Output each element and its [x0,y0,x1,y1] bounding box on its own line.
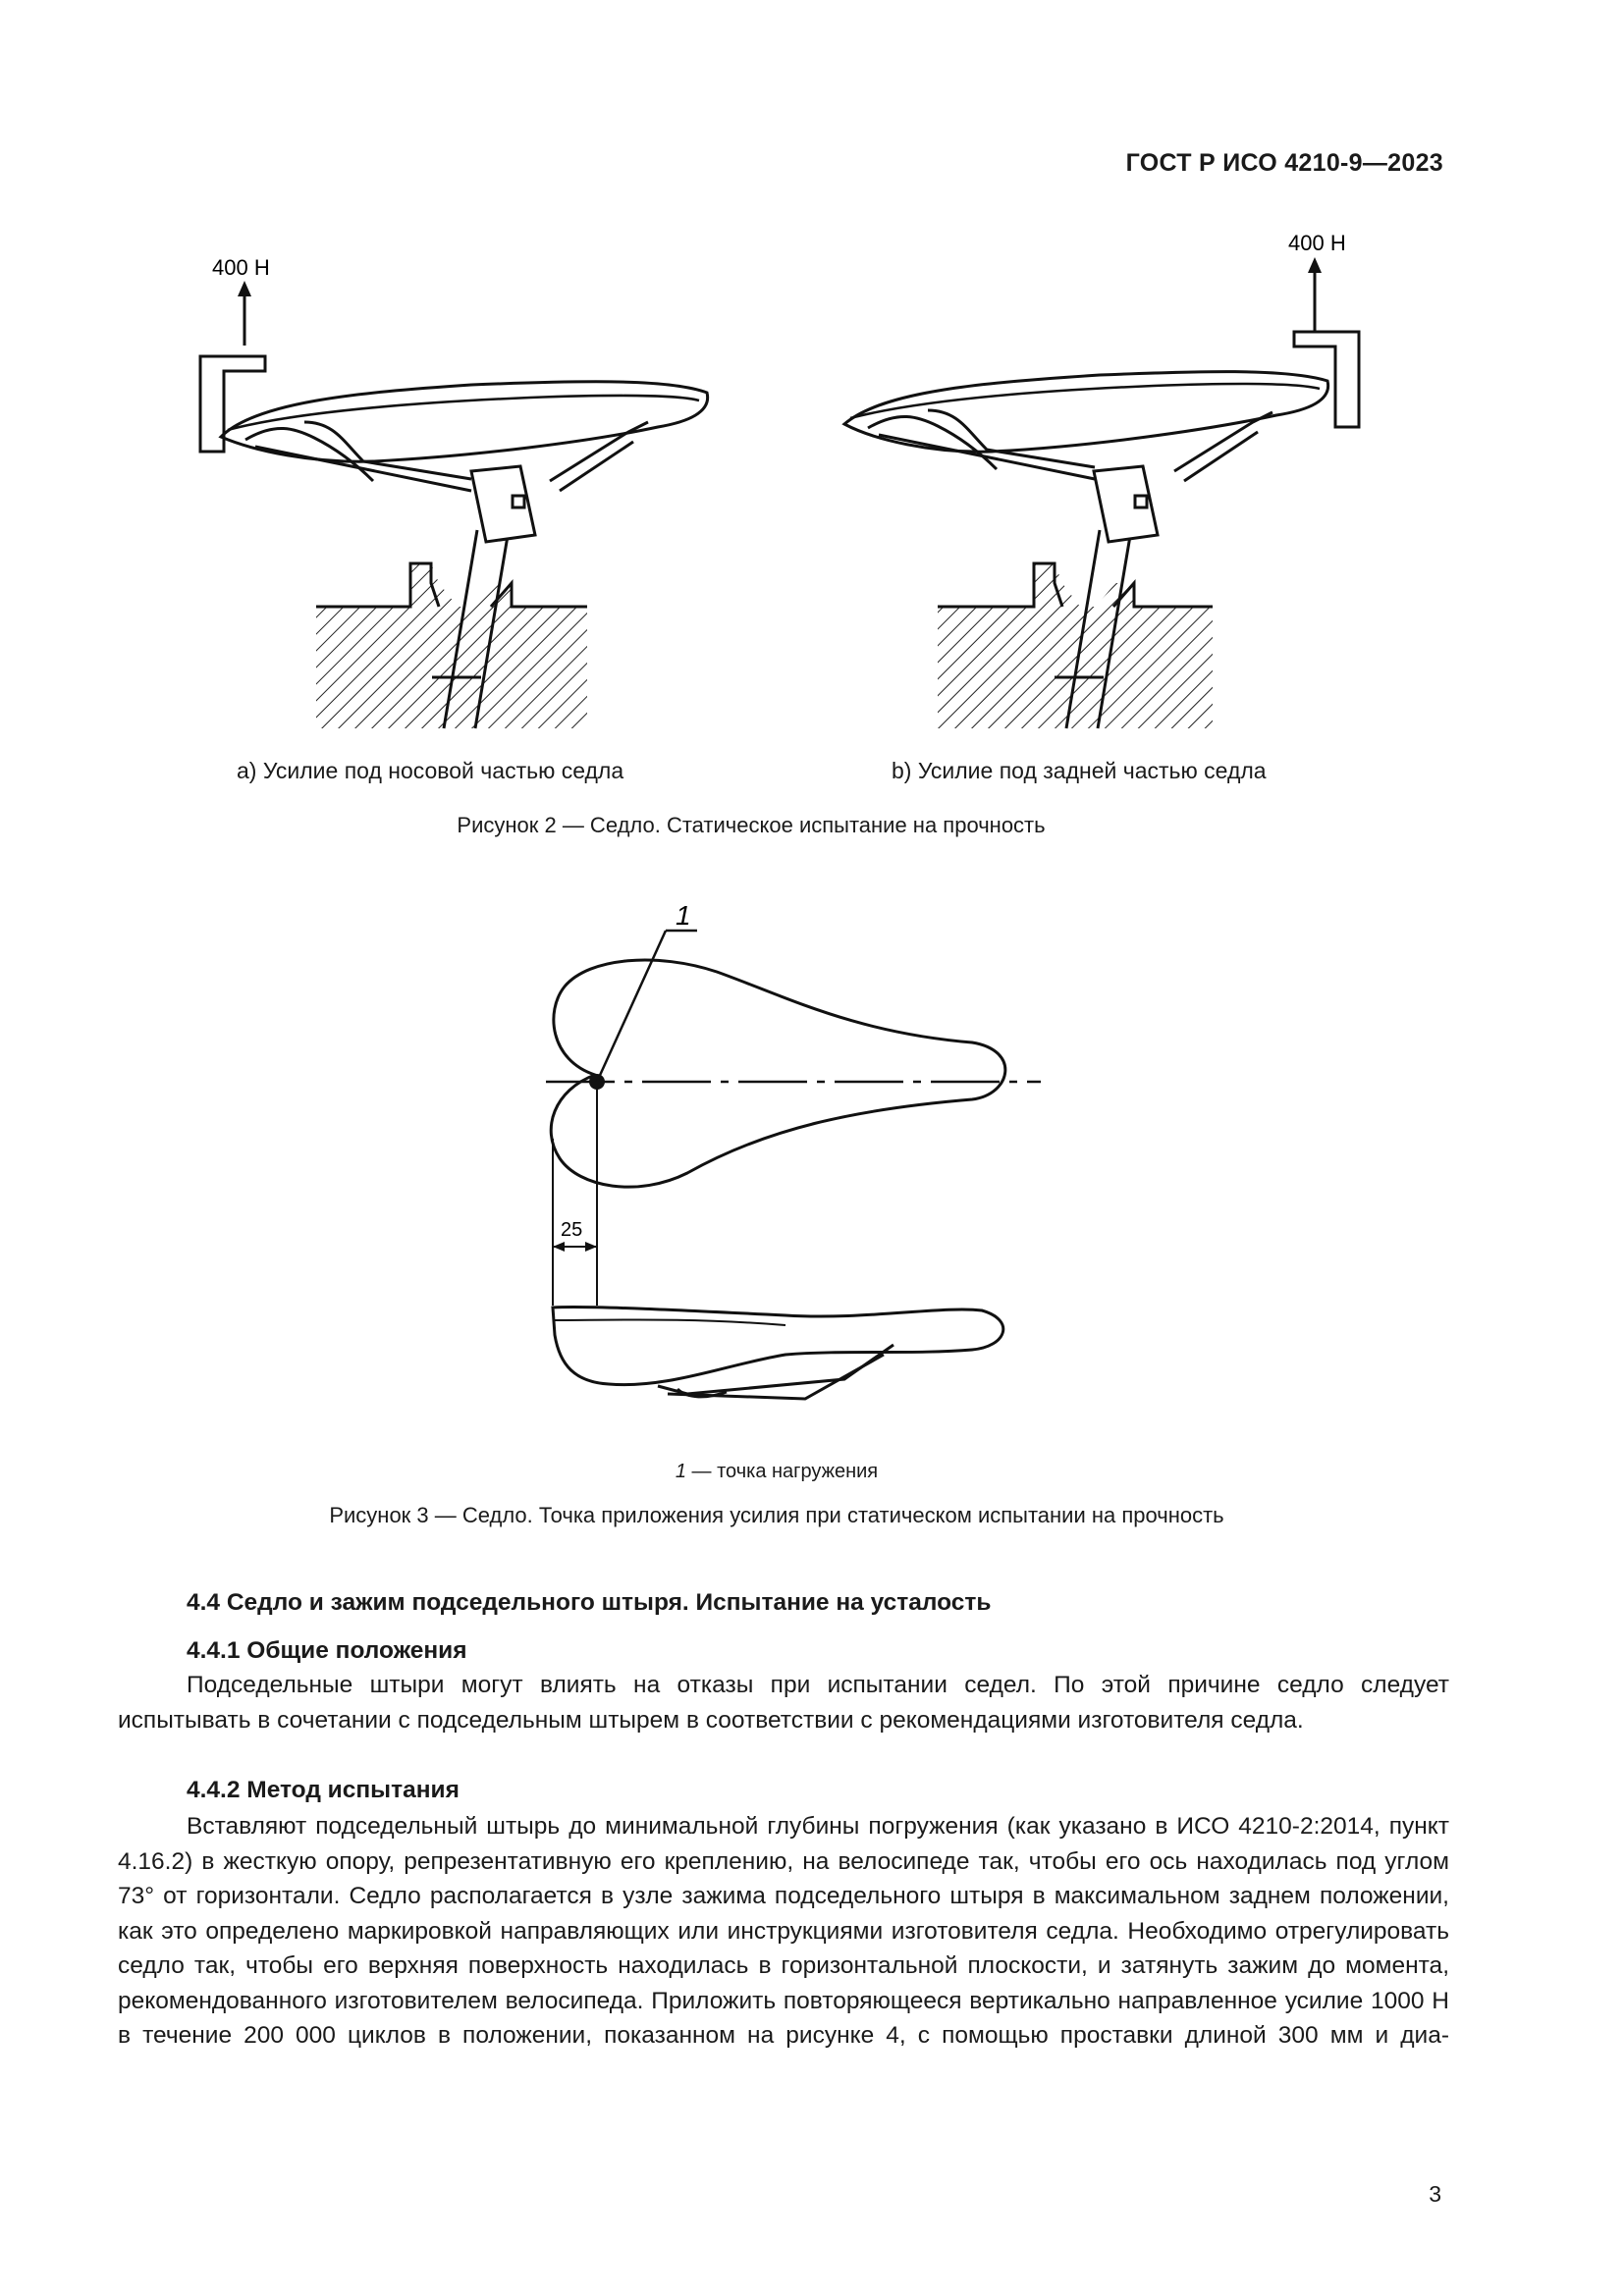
figure-3-legend [0,1461,1589,1483]
subsection-4-4-1-text: Подседельные штыри могут влиять на отказы при испытании седел. По этой причине седло следует испытывать в сочетании с подседельным штырем в соответствии с рекомендациями изготовителя седла. [118,1672,1449,1734]
figure-3-drawing [0,883,1624,1433]
dimension-label: 25 [561,1219,583,1241]
callout-number: 1 [676,900,691,931]
subsection-4-4-2-text: Вставляют подседельный штырь до минимальной глубины погружения (как указано в ИСО 4210-2:2014, пункт 4.16.2) в жесткую опору, репрезентативную его креплению, на велосипеде так, чтобы его ось находилась под углом 73° от горизонтали. Седло располагается в узле зажима подседельного штыря в максимальном заднем положении, как это определено маркировкой направляющих или инструкциями изготовителя седла. Необходимо отрегулировать седло так, чтобы его верхняя поверхность находилась в горизонтальной плоскости, и затянуть зажим до момента, рекомендованного изготовителем велосипеда. Приложить повторяющееся вертикально направленное усилие 1000 Н в течение 200 000 циклов в положении, показанном на рисунке 4, с помощью проставки длиной 300 мм и диа- [118,1813,1449,2049]
document-code: ГОСТ Р ИСО 4210-9—2023 [1125,149,1443,177]
subsection-4-4-1-title: 4.4.1 Общие положения [187,1637,467,1664]
figure-2a-drawing [200,255,708,728]
figure-2-caption: Рисунок 2 — Седло. Статическое испытание на прочность [457,813,1046,837]
figure-3-caption: Рисунок 3 — Седло. Точка приложения усилия при статическом испытании на прочность [329,1503,1224,1527]
figure-2-drawing [0,0,1624,785]
section-title: 4.4 Седло и зажим подседельного штыря. Испытание на усталость [187,1589,992,1616]
force-label-b: 400 Н [1288,231,1346,255]
legend-key: 1 [675,1461,686,1482]
figure-2a-caption: a) Усилие под носовой частью седла [237,758,624,783]
force-label-a: 400 Н [212,255,270,280]
legend-text: — точка нагружения [685,1461,879,1482]
page-number: 3 [1429,2181,1441,2207]
subsection-4-4-2-title: 4.4.2 Метод испытания [187,1777,460,1803]
figure-2b-caption: b) Усилие под задней частью седла [892,758,1267,783]
figure-2b-drawing [844,231,1359,728]
